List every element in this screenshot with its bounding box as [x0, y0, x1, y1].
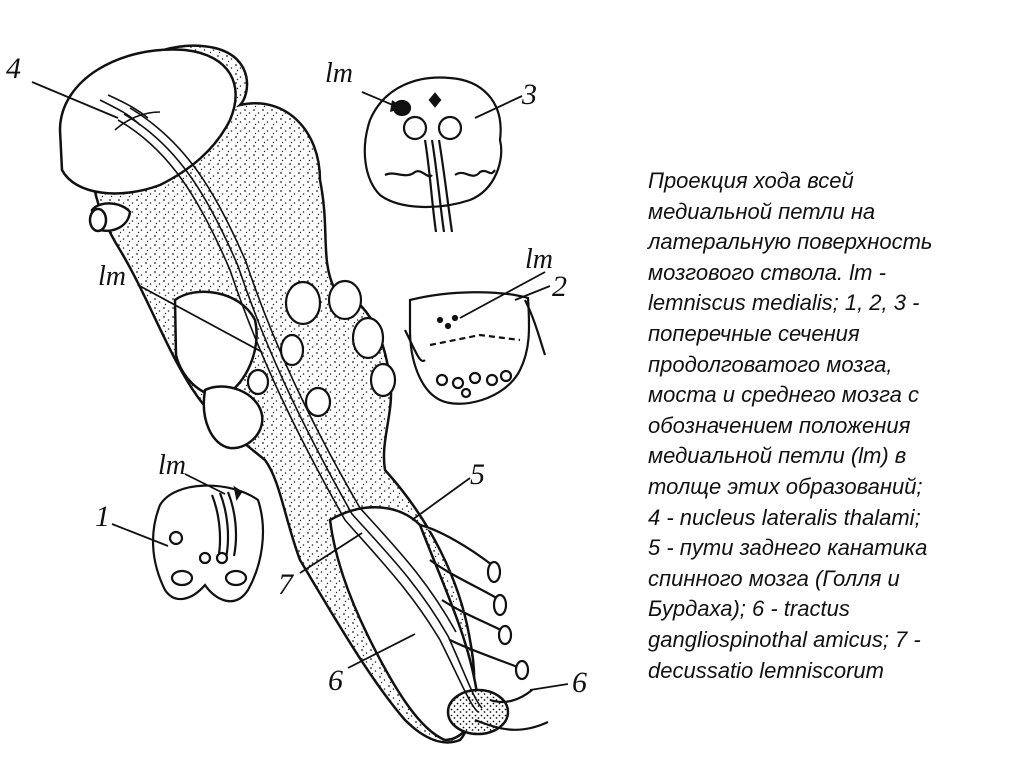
label-lm-section-3: lm [325, 58, 353, 89]
label-lm-main: lm [98, 261, 126, 292]
label-lm-section-1: lm [158, 450, 186, 481]
cross-section-3 [365, 77, 501, 232]
label-6-left: 6 [328, 664, 343, 697]
label-lm-section-2: lm [525, 244, 553, 275]
label-7: 7 [278, 568, 293, 601]
label-6-right: 6 [572, 666, 587, 699]
figure-caption: Проекция хода всей медиальной петли на латеральную поверхность мозгового ствола. lm - lemniscus medialis; 1, 2, 3 - поперечные сечения продолговатого мозга, моста и среднего мозга с обозначением положения медиальной петли (lm) в толще этих образований; 4 - nucleus lateralis thalami; 5 - пути заднего канатика спинного мозга (Голля и Бурдаха); 6 - tractus gangliospinothal amicus; 7 - decussatio lemniscorum [648, 168, 933, 683]
label-5: 5 [470, 458, 485, 491]
label-2: 2 [552, 270, 567, 303]
label-4: 4 [6, 52, 21, 85]
cross-section-1 [153, 486, 263, 602]
label-1: 1 [95, 500, 110, 533]
label-3: 3 [522, 78, 537, 111]
